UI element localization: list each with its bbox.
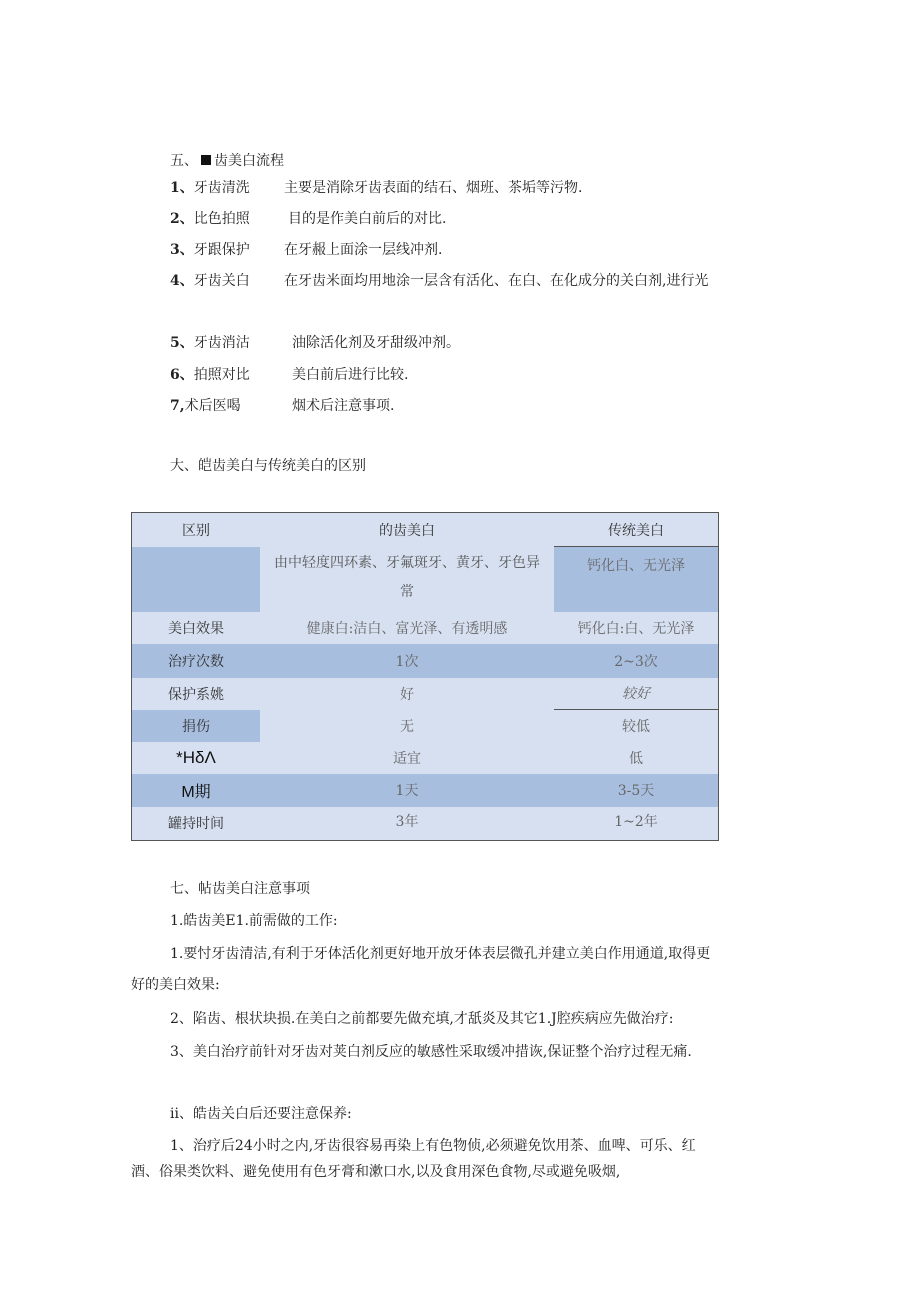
- section6-heading: 大、皑齿美白与传统美白的区别: [170, 458, 366, 474]
- table-row: [132, 612, 719, 644]
- header-cell: 传统美白: [554, 513, 719, 547]
- row-new-value: 适宜: [393, 750, 421, 767]
- step-num: 4、: [170, 273, 194, 289]
- table-row: [132, 807, 719, 841]
- step-7: [170, 395, 241, 415]
- step-desc: 在牙赧上面涂一层线冲剂.: [284, 242, 443, 258]
- step-num: 6、: [170, 367, 194, 383]
- table-row: [132, 644, 719, 678]
- step-num: 5、: [170, 335, 194, 351]
- row-label: *HδΛ: [176, 747, 216, 767]
- step-3: [170, 239, 250, 259]
- step-desc: 主要是消除牙齿表面的结石、烟班、茶垢等污物.: [284, 180, 583, 196]
- step-2: [170, 208, 250, 228]
- section7-item1-line2: 好的美白效果:: [131, 977, 220, 993]
- step-num: 2、: [170, 211, 194, 227]
- step-5: [170, 332, 250, 352]
- table-row: [132, 547, 719, 612]
- comparison-table: [131, 512, 719, 841]
- table-row: [132, 678, 719, 710]
- section7-item1-line1: 1.要忖牙齿清洁,有利于牙体活化剂更好地开放牙体表层微孔并建立美白作用通道,取得更: [170, 946, 711, 962]
- table-row: [132, 742, 719, 774]
- step-label: 牙齿清洗: [193, 180, 250, 196]
- row-new-value: 好: [400, 686, 414, 703]
- step-desc: 油除活化剂及牙甜级冲剂。: [292, 335, 460, 351]
- row-label: 捐伤: [182, 718, 210, 735]
- header-cell: 区别: [182, 522, 210, 539]
- row-new-value: 无: [260, 710, 554, 742]
- row-label: 美白效果: [168, 620, 224, 637]
- section7-sub1: 1.皓齿美E1.前需做的工作:: [170, 913, 338, 929]
- step-desc: 目的是作美白前后的对比.: [288, 211, 447, 227]
- step-label: 比色拍照: [193, 211, 250, 227]
- step-desc: 在牙齿米面均用地涂一层含有活化、在白、在化成分的关白剂,进行光: [284, 273, 709, 289]
- step-4: [170, 270, 250, 290]
- table-header-row: [132, 513, 719, 547]
- step-label: 术后医喝: [184, 398, 241, 414]
- step-1: [170, 177, 250, 197]
- step-label: 牙齿关白: [193, 273, 250, 289]
- black-square-icon: [201, 155, 211, 165]
- step-num: 1、: [170, 180, 194, 196]
- section7-item3: 3、美白治疗前针对牙齿对荚白剂反应的敏感性采取缓冲措诙,保证整个治疗过程无痛.: [170, 1044, 692, 1060]
- row-label: [132, 547, 261, 612]
- section5-heading-prefix: 五、: [170, 153, 198, 169]
- section7-sub2: ii、皓齿关白后还要注意保养:: [170, 1106, 352, 1122]
- row-new-value: 1天: [395, 783, 419, 799]
- step-label: 拍照对比: [193, 367, 250, 383]
- row-old-value: 低: [629, 750, 643, 767]
- step-6: [170, 364, 250, 384]
- step-num: 7,: [170, 398, 185, 414]
- section7-item2: 2、陷齿、根状块损.在美白之前都要先做充填,才舐炎及其它1.J腔疾病应先做治疗:: [170, 1011, 674, 1027]
- row-new-value: [260, 547, 554, 612]
- step-desc: 美白前后进行比较.: [292, 367, 409, 383]
- row-old-value: 钙化白、无光泽: [587, 558, 685, 574]
- step-desc: 烟术后注意事项.: [292, 398, 395, 414]
- section5-heading-text: 齿美白流程: [214, 153, 284, 169]
- row-label: 治疗次数: [168, 653, 224, 670]
- row-label: M期: [181, 783, 211, 801]
- row-old-value: 1~2年: [614, 813, 658, 830]
- row-new-line2: 常: [400, 583, 414, 600]
- section7-item4-line1: 1、治疗后24小时之内,牙齿很容易再染上有色物侦,必须避免饮用茶、血啤、可乐、红: [170, 1138, 696, 1154]
- section7-heading: 七、帖齿美白注意事项: [170, 881, 310, 897]
- row-new-value: 健康白:洁白、富光泽、有透明感: [306, 620, 508, 637]
- row-old-value: 钙化白:白、无光泽: [577, 620, 695, 637]
- section5-heading: [170, 150, 284, 170]
- row-old-value: 3-5天: [617, 783, 655, 799]
- step-num: 3、: [170, 242, 194, 258]
- table-row: [132, 710, 719, 742]
- row-old-value: 较低: [554, 710, 719, 742]
- row-new-line1: 由中轻度四环素、牙氟斑牙、黄牙、牙色异: [274, 554, 540, 571]
- header-cell: 的齿美白: [379, 522, 435, 539]
- section7-item4-line2: 酒、俗果类饮料、避免使用有色牙膏和漱口水,以及食用深色食物,尽或避免吸烟,: [131, 1164, 621, 1180]
- row-label: 罐持时间: [168, 816, 224, 833]
- row-label: 保护系姚: [168, 686, 224, 703]
- step-label: 牙齿消沽: [193, 335, 250, 351]
- table-row: [132, 774, 719, 807]
- row-old-value: 较好: [622, 686, 650, 703]
- row-old-value: 2~3次: [614, 653, 658, 670]
- step-label: 牙跟保护: [193, 242, 250, 258]
- row-new-value: 1次: [395, 653, 419, 670]
- row-new-value: 3年: [395, 813, 419, 830]
